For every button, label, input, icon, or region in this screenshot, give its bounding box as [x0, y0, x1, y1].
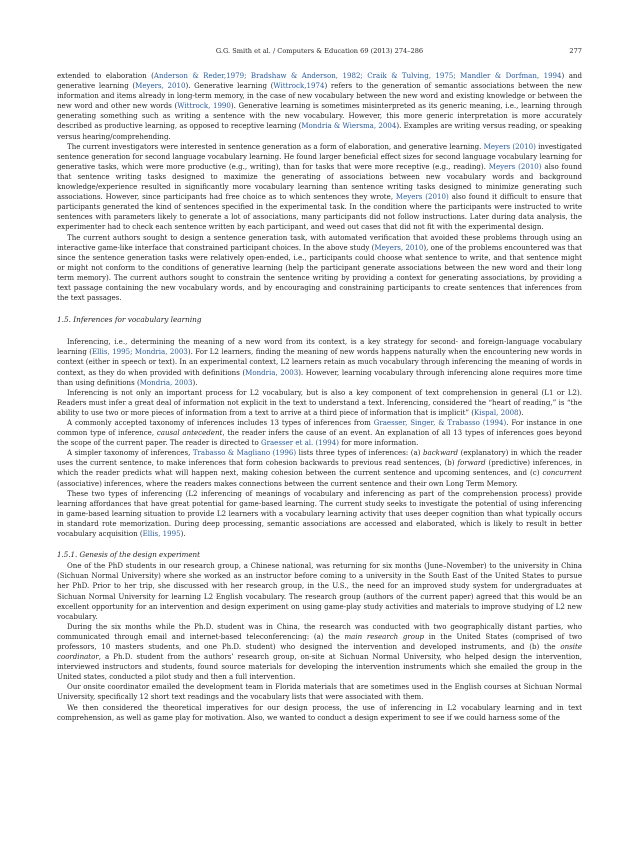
- emphasized-text: concurrent: [542, 468, 582, 478]
- citation-link[interactable]: Mondria, 2003: [139, 377, 193, 387]
- citation-link[interactable]: Trabasso & Magliano (1996): [192, 448, 297, 458]
- running-head: [57, 47, 582, 57]
- text-run: , the reader infers the cause of an event. An explanation of all 13 types of inferences goes beyond the scope of the current paper. The reader is directed to: [57, 428, 582, 448]
- text-run: (associative) inferences, where the readers makes connections between the current sentence and their own Long Term Memory.: [57, 478, 518, 488]
- text-run: We then considered the theoretical imperatives for our design process, the use of inferencing in L2 vocabulary learning and in text comprehension, as well as game play for motivation. Also, we wanted to conduct a design experiment to see if we could harness some of the: [57, 702, 582, 722]
- paragraph: [57, 233, 582, 304]
- text-run: in the United States (comprised of two professors, 10 masters students, and one Ph.D. student) who designed the intervention and developed instruments, and (b) the: [57, 631, 582, 651]
- text-run: The current investigators were interested in sentence generation as a form of elaboration, and generative learning.: [67, 141, 484, 151]
- text-run: lists three types of inferences: (a): [296, 448, 424, 458]
- text-run: also found it difficult to ensure that participants generated the kind of sentences specified in the experimental task. In the condition where the participants were instructed to write sentences with parameters likely to generate a lot of associations, many participants did not follow instructions. Later during data analysis, the experimenter had to check each sentence written by each participant, and weed out cases that did not fit with the experimental design.: [57, 192, 582, 232]
- text-run: (predictive) inferences, in which the reader predicts what will happen next, making cohesion between the current sentence and upcoming sentences, and (c): [57, 458, 582, 478]
- citation-link[interactable]: Mondria, 2003: [245, 367, 299, 377]
- citation-link[interactable]: Meyers (2010): [488, 161, 542, 171]
- text-run: ). However, learning vocabulary through inferencing alone requires more time than using definitions (: [57, 367, 582, 387]
- citation-link[interactable]: Wittrock,1974: [273, 81, 325, 91]
- text-run: One of the PhD students in our research group, a Chinese national, was returning for six months (June–November) to the university in China (Sichuan Normal University) where she worked as an instructor before coming to a university in the South East of the United States to pursue her PhD. Prior to her trip, she discussed with her research group, in the U.S., the need for an improved study system for undergraduates at Sichuan Normal University for learning L2 English vocabulary. The research group (authors of the current paper) agreed that this would be an excellent opportunity for an intervention and design experiment on using game-play study activities and materials to improve studying of L2 new vocabulary.: [57, 561, 582, 621]
- citation-link[interactable]: Mondria & Wiersma, 2004: [301, 121, 397, 131]
- paragraph: [57, 142, 582, 233]
- text-run: A commonly accepted taxonomy of inferences includes 13 types of inferences from: [67, 418, 374, 427]
- paragraph: [57, 561, 582, 622]
- text-run: ). Generative learning is sometimes misinterpreted as its generic meaning, i.e., learning through generating something such as writing a sentence with the new vocabulary. However, this more generic interpretation is more accurately described as productive learning, as opposed to receptive learning (: [57, 101, 582, 131]
- text-run: , a Ph.D. student from the authors’ research group, on-site at Sichuan Normal University, who helped design the intervention, interviewed instructors and students, found source materials for developing the intervention instruments which she emailed the group in the United states, conducted a pilot study and then a full intervention.: [57, 652, 582, 682]
- citation-link[interactable]: Ellis, 1995: [142, 529, 181, 539]
- emphasized-text: main research group: [344, 631, 425, 641]
- text-run: A simpler taxonomy of inferences,: [67, 448, 193, 458]
- text-run: . For instance in one common type of inference,: [57, 418, 582, 438]
- text-run: Inferencing is not only an important process for L2 vocabulary, but is also a key component of text comprehension in general (L1 or L2). Readers must infer a great deal of information not explicit in the text to understand a text. Inferencing, considered the “heart of reading,” is “the ability to use two or more pieces of information from a text to arrive at a third piece of information that is implicit” (: [57, 387, 582, 417]
- text-run: extended to elaboration (: [57, 71, 154, 80]
- text-run: ).: [518, 407, 524, 417]
- paragraph: [57, 682, 582, 702]
- text-run: These two types of inferencing (L2 inferencing of meanings of vocabulary and inferencing as part of the comprehension process) provide learning affordances that have great potential for game-based learning. The current study seeks to investigate the potential of using inferencing in game-based learning situation to provide L2 learners with a vocabulary learning activity that uses deeper cognition than what typically occurs in standard rote memorization. During deep processing, semantic associations are accessed and elaborated, which is likely to result in better vocabulary acquisition (: [57, 488, 582, 539]
- text-run: Our onsite coordinator emailed the development team in Florida materials that are sometimes used in the English courses at Sichuan Normal University, specifically 12 short text readings and the vocabulary lists that were associated with them.: [57, 682, 582, 702]
- text-run: ). Generative learning (: [185, 81, 274, 91]
- paragraph: [57, 448, 582, 488]
- citation-link[interactable]: Meyers (2010): [395, 192, 449, 202]
- text-run: ) refers to the generation of semantic associations between the new information and items already in long-term memory, in the case of new vocabulary between the new word and existing knowledge or between the new word and other new words (: [57, 81, 582, 111]
- emphasized-text: onsite coordinator: [57, 641, 582, 662]
- paragraph: [57, 489, 582, 539]
- citation-link[interactable]: Kispal, 2008: [474, 407, 519, 417]
- citation-link[interactable]: Graesser et al. (1994): [260, 438, 339, 448]
- paragraph: [57, 703, 582, 723]
- emphasized-text: causal antecedent: [156, 428, 223, 438]
- page-number: 277: [569, 47, 582, 55]
- citation-link[interactable]: Meyers, 2010: [374, 242, 424, 252]
- text-run: ).: [180, 529, 186, 539]
- text-run: ). For L2 learners, finding the meaning of new words happens naturally when the encountering new words in context (either in speech or text). In an experimental context, L2 learners retain as much vocabulary through inferencing the meaning of words in context, as they do when provided with definitions (: [57, 347, 583, 377]
- paragraph: [57, 388, 582, 418]
- text-run: ). Examples are writing versus reading, or speaking versus hearing/comprehending.: [57, 121, 582, 141]
- text-run: (explanatory) in which the reader uses the current sentence, to make inferences that form cohesion backwards to previous read sentences, (b): [57, 448, 583, 468]
- paragraph: [57, 337, 582, 387]
- text-run: investigated sentence generation for second language vocabulary learning. He found larger beneficial effect sizes for second language vocabulary learning for generative tasks, which were more productive (e.g., writing), than for tasks that were more receptive (e.g., reading).: [57, 141, 582, 171]
- citation-link[interactable]: Meyers (2010): [483, 141, 536, 151]
- text-run: for more information.: [338, 438, 419, 448]
- citation-link[interactable]: Meyers, 2010: [135, 81, 186, 91]
- paragraph: [57, 418, 582, 448]
- paragraph: [57, 622, 582, 683]
- emphasized-text: forward: [457, 458, 486, 468]
- citation-link[interactable]: Anderson & Reder,1979; Bradshaw & Anderson, 1982; Craik & Tulving, 1975; Mandler & Dorfman, 1994: [153, 71, 562, 80]
- text-run: During the six months while the Ph.D. student was in China, the research was conducted with two geographically distant parties, who communicated through email and internet-based teleconferencing: (a) the: [57, 621, 582, 641]
- text-run: Inferencing, i.e., determining the meaning of a new word from its context, is a key strategy for second- and foreign-language vocabulary learning (: [57, 337, 582, 357]
- text-run: ) and generative learning (: [57, 71, 582, 91]
- text-run: also found that sentence writing tasks designed to maximize the generating of associations between new vocabulary words and background knowledge/experience resulted in significantly more vocabulary learning than sentence writing tasks designed to minimize generating such associations. However, since participants had free choice as to which sentences they wrote,: [57, 161, 582, 202]
- text-run: The current authors sought to design a sentence generation task, with automated verification that avoided these problems through using an interactive game-like interface that constrained participant choices. In the above study (: [57, 232, 582, 252]
- citation-link[interactable]: Wittrock, 1990: [177, 101, 231, 111]
- subsection-heading: 1.5.1. Genesis of the design experiment: [57, 550, 200, 560]
- article-body: [57, 71, 582, 723]
- running-head-citation: G.G. Smith et al. / Computers & Education 69 (2013) 274–286: [215, 47, 424, 55]
- emphasized-text: backward: [423, 448, 459, 458]
- paragraph: [57, 71, 582, 142]
- text-run: ).: [192, 377, 198, 387]
- section-heading: 1.5. Inferences for vocabulary learning: [57, 315, 202, 325]
- text-run: ), one of the problems encountered was that since the sentence generation tasks were relatively open-ended, i.e., participants could choose what sentence to write, and that sentence might or might not conform to the conditions of generative learning (help the participant generate associations between the new word and their long term memory). The current authors sought to constrain the sentence writing by providing a context for generating associations, by providing a text passage containing the new vocabulary words, and by encouraging and constraining participants to create sentences that inferences from the text passages.: [57, 242, 582, 303]
- citation-link[interactable]: Ellis, 1995; Mondria, 2003: [92, 347, 188, 357]
- citation-link[interactable]: Graesser, Singer, & Trabasso (1994): [373, 418, 507, 427]
